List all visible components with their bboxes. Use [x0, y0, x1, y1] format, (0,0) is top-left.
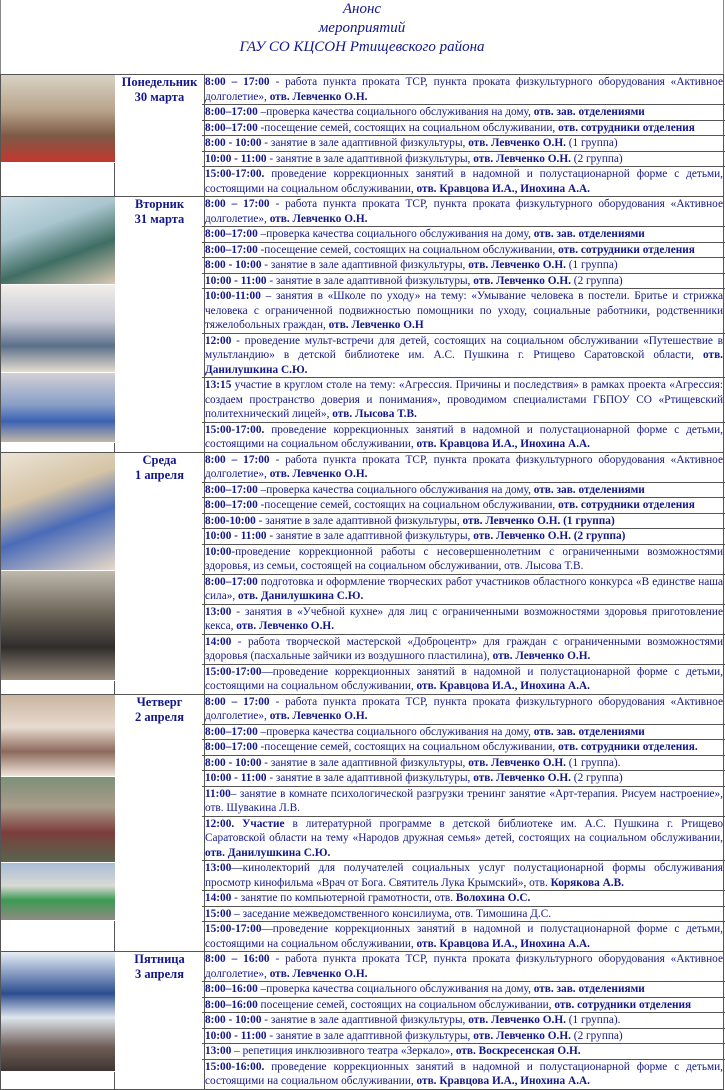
event-text: —проведение коррекционных занятий в надомной и полустационарной форме с детьми, состоящими на социальном обслуживании, [205, 923, 723, 950]
events-cell [205, 952, 724, 1090]
event-time: 8:00–17:00 [205, 575, 258, 588]
event-time: 12:00 [205, 334, 232, 347]
event-time: 13:15 [205, 379, 232, 391]
event-responsible: отв. Кравцова И.А., Инохина А.А. [416, 182, 590, 195]
event-group: (1 группа). [565, 1014, 621, 1026]
event-time: 11:00 [205, 787, 231, 800]
schedule-table [0, 74, 724, 1090]
event-responsible: отв. Левченко О.Н. [492, 650, 591, 662]
event-item [202, 952, 725, 982]
event-time: 13:00 [205, 1045, 232, 1057]
event-responsible: отв. Левченко О.Н. [236, 620, 335, 632]
event-text: –проверка качества социального обслуживания на дому, [257, 725, 534, 738]
event-text: -проведение коррекционной работы с несовершеннолетним с ограниченными возможностями здоровья, из семьи, состоящей на социальном обслуживании, отв. Лысова Т.В. [205, 545, 723, 572]
event-text: –проверка качества социального обслуживания на дому, [257, 983, 534, 995]
event-responsible: отв. Воскресенская О.Н. [455, 1045, 581, 1057]
event-item [202, 378, 725, 423]
event-responsible: отв. Данилушкина С.Ю. [238, 590, 364, 602]
event-text: - занятие по компьютерной грамотности, отв. [231, 892, 456, 904]
event-time: 14:00 [205, 635, 232, 648]
day-date: 2 апреля [135, 709, 184, 724]
event-responsible: отв. Левченко О.Н. [473, 152, 571, 165]
event-responsible: отв. Данилушкина С.Ю. [205, 349, 723, 376]
event-item [202, 105, 725, 121]
event-photo [1, 695, 115, 777]
day-date: 31 марта [134, 212, 185, 226]
event-item [202, 274, 725, 290]
event-item [202, 695, 725, 725]
event-time: 8:00 – 17:00 [205, 198, 270, 210]
photo-cell [1, 75, 115, 197]
day-row [1, 197, 724, 453]
event-group: (1 группа). [565, 756, 621, 769]
event-time: 15:00 [205, 907, 232, 920]
event-item [202, 545, 725, 575]
event-text: проведение коррекционных занятий в надомной и полустационарной форме с детьми, состоящими на социальном обслуживании, [205, 423, 723, 450]
event-time: 10:00 - 11:00 [205, 274, 267, 287]
events-cell [205, 452, 724, 694]
event-responsible: отв. Левченко О.Н. [269, 212, 368, 225]
event-time: 15:00-17:00. [205, 423, 265, 436]
event-item [202, 725, 725, 741]
event-text: —кинолекторий для получателей социальных услуг полустационарной формы обслуживания просмотр кинофильма «Врач от Бога. Святитель Лука Крымский», отв. [205, 862, 723, 889]
day-cell [115, 452, 205, 694]
day-cell [115, 952, 205, 1090]
event-text: - работа пункта проката ТСР, пункта проката физкультурного оборудования «Активное долголетие», [205, 953, 723, 980]
event-item [202, 243, 725, 259]
event-item [202, 1013, 725, 1029]
event-responsible: отв. Кравцова И.А., Инохина А.А. [416, 937, 590, 950]
event-group: (1 группа) [565, 137, 618, 149]
event-item [202, 635, 725, 665]
event-item [202, 453, 725, 483]
events-cell [205, 694, 724, 952]
event-group: (2 группа) [570, 152, 623, 165]
day-cell [115, 694, 205, 952]
event-time: 8:00–17:00 [205, 725, 258, 738]
event-group: (2 группа) [570, 1029, 623, 1042]
day-date: 1 апреля [135, 467, 184, 482]
day-name: Понедельник [121, 75, 198, 89]
event-text: - занятие в зале адаптивной физкультуры, [261, 756, 469, 769]
event-responsible: отв. Кравцова И.А., Инохина А.А. [416, 438, 590, 450]
event-photo [1, 75, 115, 163]
photo-cell [1, 197, 115, 453]
event-responsible: отв. Левченко О.Н. [468, 259, 566, 271]
event-time: 15:00-17:00 [205, 665, 262, 678]
event-photo [1, 777, 115, 863]
event-item [202, 136, 725, 152]
event-item [202, 152, 725, 168]
event-responsible: отв. зав. отделениями [533, 106, 645, 118]
event-responsible: отв. зав. отделениями [533, 725, 645, 738]
event-time: 13:00 [205, 862, 232, 874]
event-photo [1, 952, 115, 1072]
event-item [202, 121, 725, 137]
event-time: 8:00 – 17:00 [205, 695, 270, 708]
event-item [202, 1029, 725, 1045]
event-time: 15:00-17:00. [205, 168, 265, 180]
event-time: 10:00 - 11:00 [205, 530, 267, 542]
event-item [202, 998, 725, 1014]
event-item [202, 289, 725, 334]
event-time: 15:00-16:00. [205, 1060, 265, 1073]
event-text: –проверка качества социального обслуживания на дому, [257, 106, 534, 118]
event-item [202, 891, 725, 907]
event-responsible: отв. Левченко О.Н. [473, 772, 571, 784]
day-name: Среда [142, 452, 177, 467]
header-line-1: Анонс [342, 1, 382, 17]
event-text: - работа пункта проката ТСР, пункта проката физкультурного оборудования «Активное долголетие», [205, 695, 723, 722]
event-text: -посещение семей, состоящих на социальном обслуживании, [257, 499, 559, 511]
event-responsible: отв. Левченко О.Н. [473, 274, 571, 287]
event-item [202, 922, 725, 951]
event-item [202, 334, 725, 379]
event-time: 8:00–16:00 [205, 983, 258, 995]
event-text: – занятия в «Школе по уходу» на тему: «Умывание человека в постели. Бритье и стрижка человека с ограниченной подвижностью помощники по уходу, социальные работники, родственники тяжелобольных граждан, [205, 290, 723, 331]
photo-cell [1, 952, 115, 1090]
photo-cell [1, 694, 115, 952]
event-responsible: отв. Левченко О.Н. (2 группа) [473, 530, 626, 542]
event-time: 8:00–17:00 [205, 483, 258, 496]
event-responsible: отв. Левченко О.Н. [269, 468, 368, 480]
event-responsible: отв. Левченко О.Н. [269, 967, 368, 980]
event-responsible: отв. Левченко О.Н. [468, 756, 566, 769]
event-responsible: отв. сотрудники отделения [558, 243, 695, 256]
event-text: - занятие в зале адаптивной физкультуры, [266, 772, 474, 784]
event-item [202, 740, 725, 756]
event-group: (2 группа) [570, 772, 623, 784]
event-item [202, 258, 725, 274]
event-text: —проведение коррекционных занятий в надомной и полустационарной форме с детьми, состоящими на социальном обслуживании, [205, 665, 723, 692]
events-cell [205, 197, 724, 453]
event-item [202, 498, 725, 514]
event-item [202, 575, 725, 605]
event-responsible: отв. Левченко О.Н. [269, 710, 368, 722]
event-group: (2 группа) [570, 274, 623, 287]
event-item [202, 167, 725, 196]
event-item [202, 423, 725, 452]
event-time: 8:00 - 10:00 [205, 137, 262, 149]
event-item [202, 75, 725, 105]
event-item [202, 605, 725, 635]
event-text: – заседание межведомственного консилиума, отв. Тимошина Д.С. [231, 907, 552, 920]
event-item [202, 227, 725, 243]
event-responsible: отв. сотрудники отделения. [558, 741, 698, 753]
event-time: 10:00 - 11:00 [205, 772, 267, 784]
event-time: 8:00 – 17:00 [205, 453, 270, 466]
event-text: - занятие в зале адаптивной физкультуры, [261, 259, 469, 271]
event-text: - проведение мульт-встречи для детей, состоящих на социальном обслуживании «Путешествие в мультландию» в детской библиотеке им. А.С. Пушкина г. Ртищево Саратовской области, [205, 334, 723, 361]
event-responsible: отв. Данилушкина С.Ю. [205, 846, 331, 859]
event-text: -посещение семей, состоящих на социальном обслуживании, [257, 741, 559, 753]
event-item [202, 861, 725, 891]
event-time: 8:00–17:00 [205, 741, 258, 753]
event-text: -посещение семей, состоящих на социальном обслуживании, [257, 243, 559, 256]
event-responsible: отв. Лысова Т.В. [332, 408, 417, 420]
header-line-3: ГАУ СО КЦСОН Ртищевского района [239, 39, 485, 55]
event-time: 8:00 - 10:00 [205, 259, 262, 271]
event-responsible: Волохина О.С. [455, 892, 531, 904]
event-responsible: отв. Левченко О.Н. [468, 1014, 566, 1026]
event-responsible: отв. зав. отделениями [533, 983, 645, 995]
event-time: 8:00–17:00 [205, 228, 258, 240]
event-time: 8:00 - 10:00 [205, 1014, 262, 1026]
event-time: 8:00–17:00 [205, 243, 258, 256]
event-text: - работа творческой мастерской «Доброцентр» для граждан с ограниченными возможностями здоровья (пасхальные зайчики из воздушного пластилина), [205, 635, 723, 662]
event-photo [1, 373, 115, 443]
event-text: - занятие в зале адаптивной физкультуры, [261, 1014, 469, 1026]
event-item [202, 756, 725, 772]
event-time: 14:00 [205, 892, 232, 904]
event-time: 10:00 - 11:00 [205, 152, 267, 165]
event-text: проведение коррекционных занятий в надомной и полустационарной форме с детьми, состоящими на социальном обслуживании, [205, 168, 723, 195]
event-photo [1, 197, 115, 285]
event-photo [1, 285, 115, 373]
event-responsible: отв. зав. отделениями [533, 483, 645, 496]
event-text: - занятие в зале адаптивной физкультуры, [266, 530, 474, 542]
event-time: 8:00 - 10:00 [205, 756, 262, 769]
event-photo [1, 571, 115, 681]
event-text: - работа пункта проката ТСР, пункта проката физкультурного оборудования «Активное долголетие», [205, 198, 723, 225]
day-name: Четверг [136, 694, 183, 709]
event-responsible: отв. сотрудники отделения [558, 499, 695, 511]
day-row [1, 452, 724, 694]
header-line-2: мероприятий [318, 20, 406, 36]
event-time: 8:00–16:00 [205, 998, 258, 1011]
events-cell [205, 75, 724, 197]
event-item [202, 665, 725, 694]
event-responsible: Корякова А.В. [550, 876, 624, 889]
event-text: - работа пункта проката ТСР, пункта проката физкультурного оборудования «Активное долголетие», [205, 76, 723, 103]
event-text: - занятие в зале адаптивной физкультуры, [266, 1029, 474, 1042]
event-responsible: отв. сотрудники отделения [554, 998, 692, 1011]
event-time: 8:00 – 16:00 [205, 953, 270, 965]
event-time: 10:00-11:00 [205, 290, 261, 302]
event-text: посещение семей, состоящих на социальном обслуживании, [257, 998, 555, 1011]
event-text: –проверка качества социального обслуживания на дому, [257, 483, 534, 496]
event-item [202, 1044, 725, 1060]
day-cell [115, 75, 205, 197]
event-item [202, 514, 725, 530]
event-time: 13:00 [205, 605, 232, 618]
event-responsible: отв. сотрудники отделения [558, 121, 695, 134]
event-responsible: отв. Кравцова И.А., Инохина А.А. [416, 680, 590, 692]
event-time: 8:00-10:00 [205, 514, 256, 527]
event-responsible: отв. Левченко О.Н [328, 319, 424, 331]
event-responsible: отв. зав. отделениями [533, 228, 645, 240]
event-responsible: отв. Левченко О.Н. (1 группа) [462, 514, 615, 527]
day-name: Вторник [134, 197, 185, 211]
event-item [202, 197, 725, 227]
day-date: 3 апреля [135, 967, 184, 981]
event-item [202, 1060, 725, 1089]
day-date: 30 марта [134, 90, 185, 104]
event-text: проведение коррекционных занятий в надомной и полустационарной форме с детьми, состоящими на социальном обслуживании, [205, 1060, 723, 1087]
event-item [202, 982, 725, 998]
event-group: (1 группа) [565, 259, 618, 271]
event-time: 15:00-17:00 [205, 923, 262, 935]
event-time: 8:00–17:00 [205, 499, 258, 511]
event-responsible: отв. Левченко О.Н. [468, 137, 566, 149]
event-text: - занятия в «Учебной кухне» для лиц с ограниченными возможностями здоровья приготовление кекса, [205, 605, 723, 632]
day-cell [115, 197, 205, 453]
day-name: Пятница [134, 952, 185, 966]
event-text: - работа пункта проката ТСР, пункта проката физкультурного оборудования «Активное долголетие», [205, 453, 723, 480]
event-time: 8:00–17:00 [205, 121, 258, 134]
event-item [202, 529, 725, 545]
event-photo [1, 453, 115, 571]
event-text: -посещение семей, состоящих на социальном обслуживании, [257, 121, 559, 134]
event-time: 8:00–17:00 [205, 106, 258, 118]
event-item [202, 817, 725, 862]
photo-cell [1, 452, 115, 694]
event-text: - занятие в зале адаптивной физкультуры, [255, 514, 463, 527]
event-responsible: отв. Левченко О.Н. [473, 1029, 571, 1042]
event-text: – занятие в комнате психологической разгрузки тренинг занятие «Арт-терапия. Рисуем настроение», отв. Шувакина Л.В. [205, 787, 723, 814]
event-time: 10:00 - 11:00 [205, 1029, 267, 1042]
day-row [1, 75, 724, 197]
event-text: подготовка и оформление творческих работ участников областного конкурса «В единстве наша сила», [205, 575, 723, 602]
event-text: –проверка качества социального обслуживания на дому, [257, 228, 534, 240]
event-text: – репетиция инклюзивного театра «Зеркало», [231, 1045, 456, 1057]
event-time: 8:00 – 17:00 [205, 76, 270, 88]
event-item [202, 787, 725, 817]
event-time: 12:00. Участие [205, 817, 285, 830]
day-row [1, 694, 724, 952]
event-photo [1, 863, 115, 921]
event-item [202, 483, 725, 499]
event-text: - занятие в зале адаптивной физкультуры, [261, 137, 469, 149]
event-time: 10:00 [205, 545, 232, 558]
page-header [0, 0, 724, 74]
event-responsible: отв. Левченко О.Н. [269, 90, 368, 103]
event-text: - занятие в зале адаптивной физкультуры, [266, 152, 474, 165]
day-row [1, 952, 724, 1090]
event-text: участие в круглом столе на тему: «Агрессия. Причины и последствия» в рамках проекта «Агрессия: создаем пространство доверия и понимания», проводимом специалистами ГБПОУ СО «Ртищевский политехнический лицей», [205, 379, 723, 420]
event-text: - занятие в зале адаптивной физкультуры, [266, 274, 474, 287]
event-item [202, 907, 725, 923]
event-responsible: отв. Кравцова И.А., Инохина А.А. [416, 1075, 590, 1087]
event-text: в литературной программе в детской библиотеке им. А.С. Пушкина г. Ртищево Саратовской области на тему «Народов дружная семья» детей, состоящих на социальном обслуживании, [205, 817, 723, 844]
event-item [202, 771, 725, 787]
